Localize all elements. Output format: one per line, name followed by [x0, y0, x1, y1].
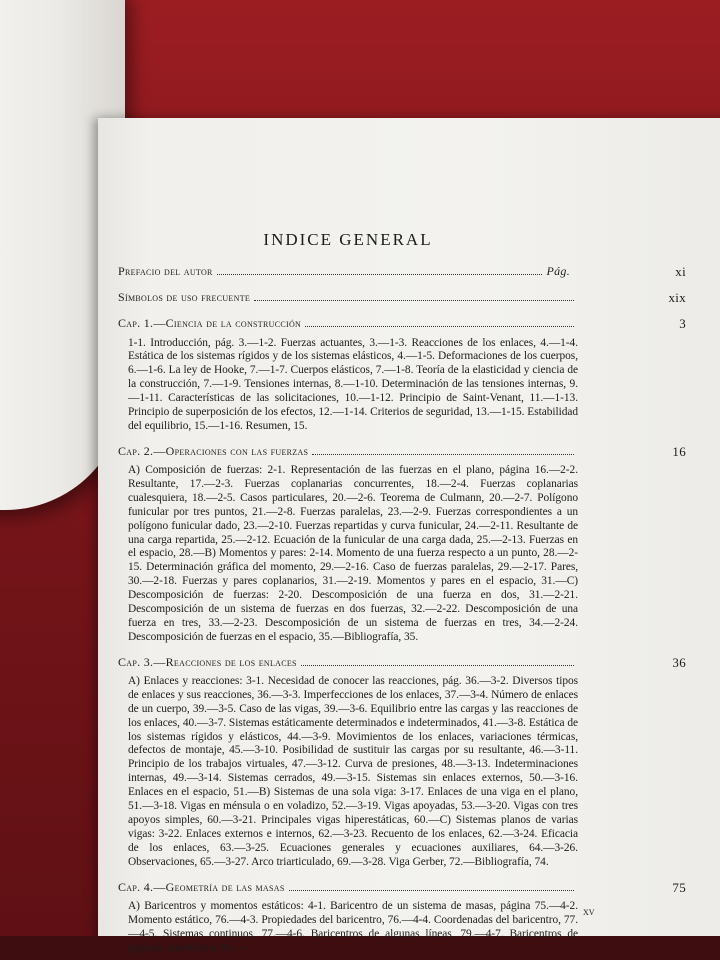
dot-leader: [301, 665, 574, 666]
dot-leader: [305, 326, 574, 327]
toc-section-body: A) Enlaces y reacciones: 3-1. Necesidad de conocer las reacciones, pág. 36.—3-2. Diversos tipos de enlaces y sus reacciones, 36.—3-3. Imperfecciones de los enlaces, 37.—3-4. Número de enlaces de un cuerpo, 39.—3-5. Caso de las vigas, 39.—3-6. Equilibrio entre las cargas y las reacciones de los enlaces, 40.—3-7. Sistemas estáticamente determinados e indeterminados, 41.—3-8. Estática de los sistemas rígidos y elásticos, 44.—3-9. Movimientos de los enlaces, variaciones térmicas, defectos de montaje, 45.—3-10. Posibilidad de sustituir las cargas por su resultante, 46.—3-11. Principio de los trabajos virtuales, 47.—3-12. Curva de presiones, 48.—3-13. Indeterminaciones internas, 49.—3-14. Sistemas cerrados, 49.—3-15. Sistemas sin enlaces externos, 50.—3-16. Enlaces en el espacio, 51.—B) Sistemas de una sola viga: 3-17. Enlaces de una viga en el plano, 51.—3-18. Vigas en ménsula o en voladizo, 52.—3-19. Vigas apoyadas, 53.—3-20. Vigas con tres apoyos simples, 60.—3-21. Principales vigas hiperestáticas, 60.—C) Sistemas planos de varias vigas: 3-22. Enlaces externos e internos, 62.—3-23. Recuento de los enlaces, 62.—3-24. Eficacia de los enlaces, 63.—3-25. Ecuaciones generales y ecuaciones auxiliares, 64.—3-26. Observaciones, 65.—3-27. Arco triarticulado, 69.—3-28. Viga Gerber, 72.—Bibliografía, 74.: [128, 674, 578, 868]
toc-entry-prefacio: [118, 264, 686, 280]
toc-entry-label: Prefacio del autor: [118, 264, 213, 279]
toc-entry-cap1: [118, 316, 686, 332]
toc-page-number: xi: [675, 264, 686, 280]
pag-word: Pág.: [546, 264, 570, 279]
toc-section-body: A) Baricentros y momentos estáticos: 4-1. Baricentro de un sistema de masas, página 75.—4-2. Momento estático, 76.—4-3. Propiedades del baricentro, 76.—4-4. Coordenadas del baricentro, 77.—4-5. Sistemas continuos, 77.—4-6. Baricentros de algunas líneas, 79.—4-7. Baricentros de algunas superficies, 80.—: [128, 899, 578, 954]
toc-entry-cap2: [118, 443, 686, 459]
toc-entry-label: Símbolos de uso frecuente: [118, 290, 251, 305]
toc-page-number: 16: [672, 443, 686, 459]
toc-page-number: 75: [672, 879, 686, 895]
dot-leader: [289, 890, 574, 891]
dot-leader: [217, 274, 543, 275]
toc-entry-label: Cap. 2.—Operaciones con las fuerzas: [118, 443, 309, 458]
toc-entry-label: Cap. 3.—Reacciones de los enlaces: [118, 654, 297, 669]
toc-section-body: A) Composición de fuerzas: 2-1. Representación de las fuerzas en el plano, página 16.—2-2. Resultante, 17.—2-3. Fuerzas coplanarias concurrentes, 18.—2-4. Fuerzas coplanarias cualesquiera, 18.—2-5. Casos particulares, 20.—2-6. Teorema de Culmann, 20.—2-7. Polígono funicular por tres puntos, 21.—2-8. Fuerzas paralelas, 23.—2-9. Fuerzas correspondientes a un polígono funicular dado, 23.—2-10. Fuerzas repartidas y curva funicular, 24.—2-11. Resultante de una carga repartida, 25.—2-12. Ecuación de la funicular de una carga dada, 25.—2-13. Fuerzas en el espacio, 28.—B) Momentos y pares: 2-14. Momento de una fuerza respecto a un punto, 28.—2-15. Determinación gráfica del momento, 29.—2-16. Caso de fuerzas paralelas, 29.—2-17. Pares, 30.—2-18. Fuerzas y pares coplanarios, 31.—2-19. Momentos y pares en el espacio, 31.—C) Descomposición de fuerzas: 2-20. Descomposición de una fuerza en dos, 31.—2-21. Descomposición de un sistema de fuerzas en dos fuerzas, 32.—2-22. Descomposición de una fuerza en tres, 33.—2-23. Descomposición de un sistema de fuerzas en tres, 34.—2-24. Descomposición de fuerzas en el espacio, 35.—Bibliografía, 35.: [128, 464, 578, 643]
dot-leader: [254, 300, 574, 301]
toc-section-body: 1-1. Introducción, pág. 3.—1-2. Fuerzas actuantes, 3.—1-3. Reacciones de los enlaces, 4.—1-4. Estática de los sistemas rígidos y de los sistemas elásticos, 4.—1-5. Deformaciones de los cuerpos, 6.—1-6. La ley de Hooke, 7.—1-7. Cuerpos elásticos, 7.—1-8. Teoría de la elasticidad y ciencia de la construcción, 7.—1-9. Tensiones internas, 8.—1-10. Determinación de las tensiones internas, 9.—1-11. Características de las solicitaciones, 10.—1-12. Principio de Saint-Venant, 11.—1-13. Principio de superposición de los efectos, 12.—1-14. Criterios de seguridad, 13.—1-15. Estabilidad del equilibrio, 15.—1-16. Resumen, 15.: [128, 336, 578, 432]
toc-entry-cap3: [118, 654, 686, 670]
toc-entry-label: Cap. 1.—Ciencia de la construcción: [118, 316, 302, 331]
toc-entry-simbolos: [118, 290, 686, 306]
page-folio: xv: [583, 906, 595, 918]
toc-page-number: 36: [672, 654, 686, 670]
toc-entry-label: Cap. 4.—Geometría de las masas: [118, 879, 285, 894]
toc-entry-cap4: [118, 879, 686, 895]
toc-page-number: 3: [679, 316, 686, 332]
index-title: INDICE GENERAL: [263, 230, 433, 249]
dot-leader: [312, 454, 574, 455]
toc-page-number: xix: [668, 290, 686, 306]
